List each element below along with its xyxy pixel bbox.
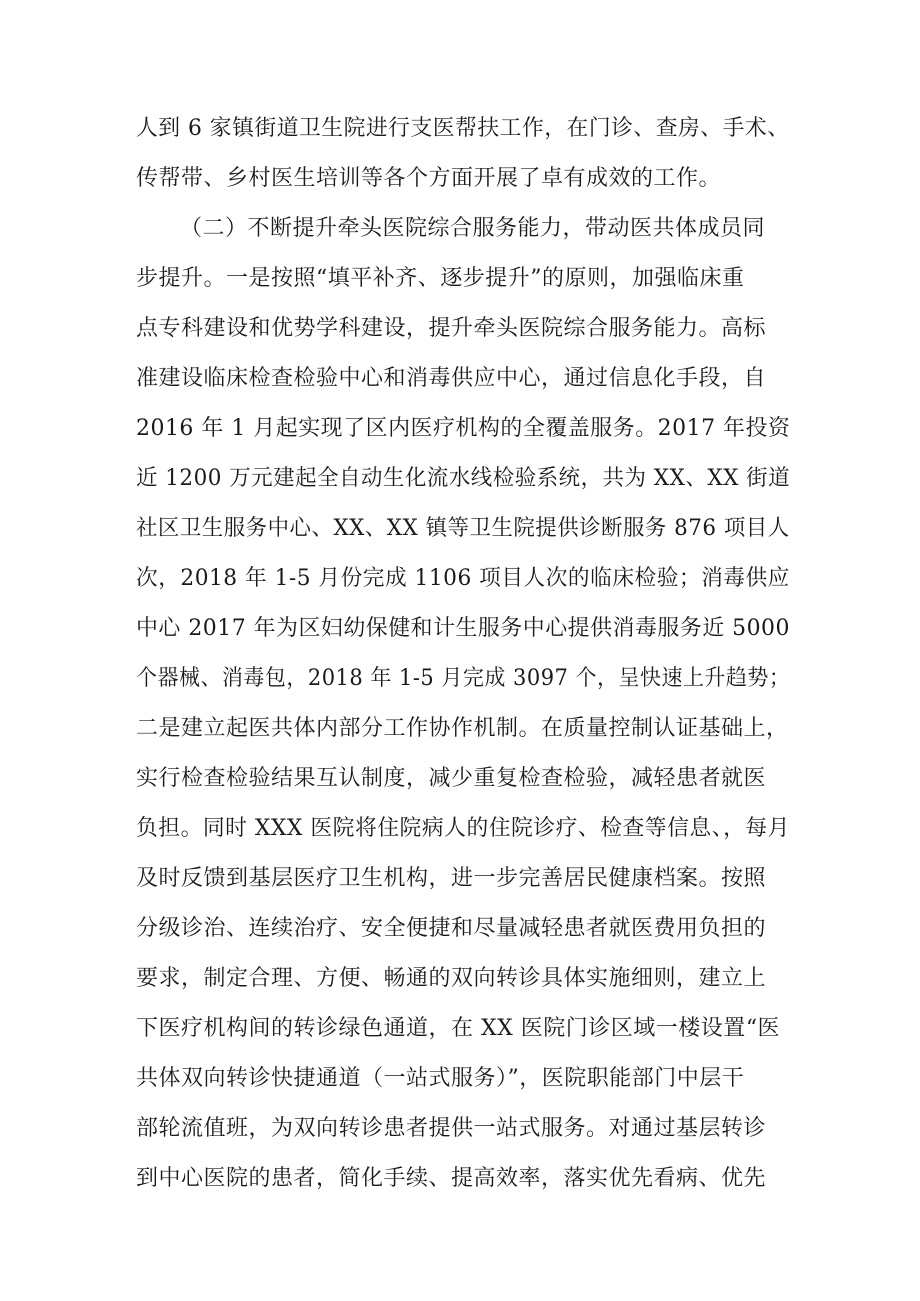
text-line: 二是建立起医共体内部分工作协作机制。在质量控制认证基础上， [136, 716, 789, 741]
text-line: 要求，制定合理、方便、畅通的双向转诊具体实施细则，建立上 [136, 966, 767, 991]
text-line: 下医疗机构间的转诊绿色通道，在 XX 医院门诊区域一楼设置“医 [136, 1016, 781, 1041]
text-line: 次，2018 年 1-5 月份完成 1106 项目人次的临床检验；消毒供应 [136, 566, 790, 591]
text-line: 中心 2017 年为区妇幼保健和计生服务中心提供消毒服务近 5000 [136, 616, 790, 641]
text-line: 准建设临床检查检验中心和消毒供应中心，通过信息化手段，自 [136, 366, 767, 391]
text-line: 到中心医院的患者，简化手续、提高效率，落实优先看病、优先 [136, 1166, 767, 1191]
text-line: 及时反馈到基层医疗卫生机构，进一步完善居民健康档案。按照 [136, 866, 767, 891]
text-line: 传帮带、乡村医生培训等各个方面开展了卓有成效的工作。 [136, 166, 722, 191]
text-line: 2016 年 1 月起实现了区内医疗机构的全覆盖服务。2017 年投资 [136, 416, 791, 441]
text-line: 个器械、消毒包，2018 年 1-5 月完成 3097 个，呈快速上升趋势； [136, 666, 791, 691]
text-line: 负担。同时 XXX 医院将住院病人的住院诊疗、检查等信息、，每月 [136, 816, 790, 841]
text-line: 社区卫生服务中心、XX、XX 镇等卫生院提供诊断服务 876 项目人 [136, 516, 790, 541]
text-line: 近 1200 万元建起全自动生化流水线检验系统，共为 XX、XX 街道 [136, 466, 791, 491]
text-line: 共体双向转诊快捷通道（一站式服务）”，医院职能部门中层干 [136, 1066, 745, 1091]
text-line: 点专科建设和优势学科建设，提升牵头医院综合服务能力。高标 [136, 316, 767, 341]
section-heading-line: （二）不断提升牵头医院综合服务能力，带动医共体成员同 [180, 216, 766, 241]
text-line: 步提升。一是按照“填平补齐、逐步提升”的原则，加强临床重 [136, 266, 745, 291]
text-line: 部轮流值班，为双向转诊患者提供一站式服务。对通过基层转诊 [136, 1116, 767, 1141]
text-line: 人到 6 家镇街道卫生院进行支医帮扶工作，在门诊、查房、手术、 [136, 116, 790, 141]
text-line: 分级诊治、连续治疗、安全便捷和尽量减轻患者就医费用负担的 [136, 916, 767, 941]
text-line: 实行检查检验结果互认制度，减少重复检查检验，减轻患者就医 [136, 766, 767, 791]
